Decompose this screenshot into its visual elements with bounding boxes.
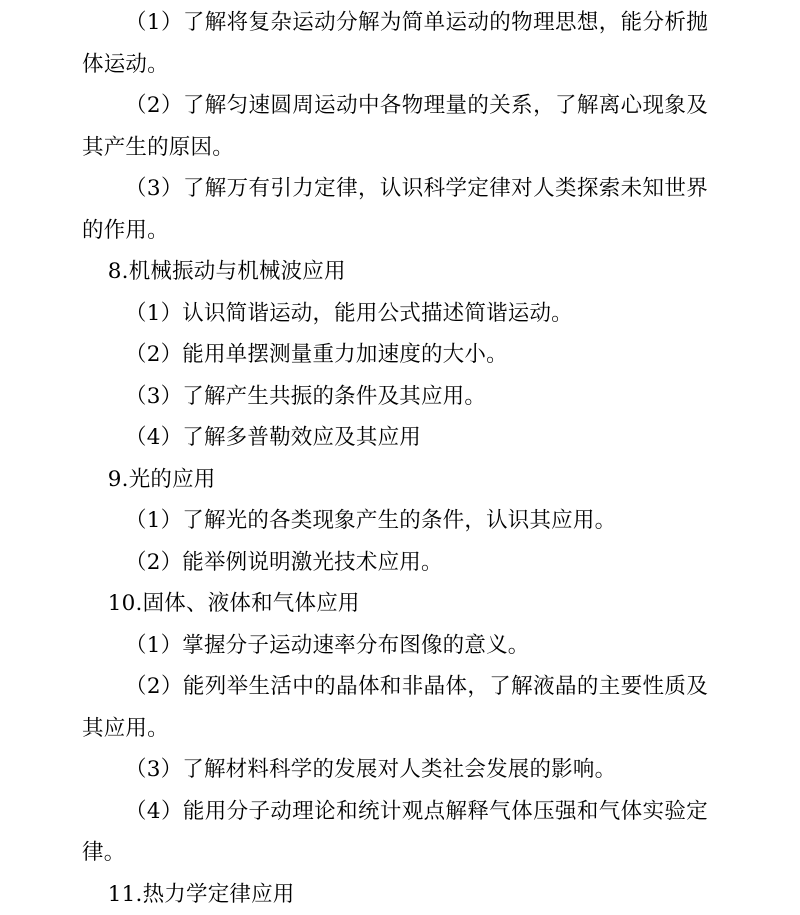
document-body xyxy=(82,0,708,915)
paragraph-10-1: （1）掌握分子运动速率分布图像的意义。 xyxy=(82,625,708,667)
paragraph-9-1: （1）了解光的各类现象产生的条件，认识其应用。 xyxy=(82,500,708,542)
paragraph-7-1: （1）了解将复杂运动分解为简单运动的物理思想，能分析抛体运动。 xyxy=(82,2,708,85)
paragraph-7-2: （2）了解匀速圆周运动中各物理量的关系，了解离心现象及其产生的原因。 xyxy=(82,85,708,168)
heading-item-10: 10.固体、液体和气体应用 xyxy=(82,583,708,625)
heading-item-8: 8.机械振动与机械波应用 xyxy=(82,251,708,293)
paragraph-10-4: （4）能用分子动理论和统计观点解释气体压强和气体实验定律。 xyxy=(82,791,708,874)
paragraph-8-4: （4）了解多普勒效应及其应用 xyxy=(82,417,708,459)
paragraph-10-2: （2）能列举生活中的晶体和非晶体，了解液晶的主要性质及其应用。 xyxy=(82,666,708,749)
paragraph-8-3: （3）了解产生共振的条件及其应用。 xyxy=(82,376,708,418)
paragraph-10-3: （3）了解材料科学的发展对人类社会发展的影响。 xyxy=(82,749,708,791)
paragraph-8-1: （1）认识简谐运动，能用公式描述简谐运动。 xyxy=(82,293,708,335)
heading-item-11: 11.热力学定律应用 xyxy=(82,874,708,915)
heading-item-9: 9.光的应用 xyxy=(82,459,708,501)
paragraph-9-2: （2）能举例说明激光技术应用。 xyxy=(82,542,708,584)
paragraph-8-2: （2）能用单摆测量重力加速度的大小。 xyxy=(82,334,708,376)
paragraph-7-3: （3）了解万有引力定律，认识科学定律对人类探索未知世界的作用。 xyxy=(82,168,708,251)
